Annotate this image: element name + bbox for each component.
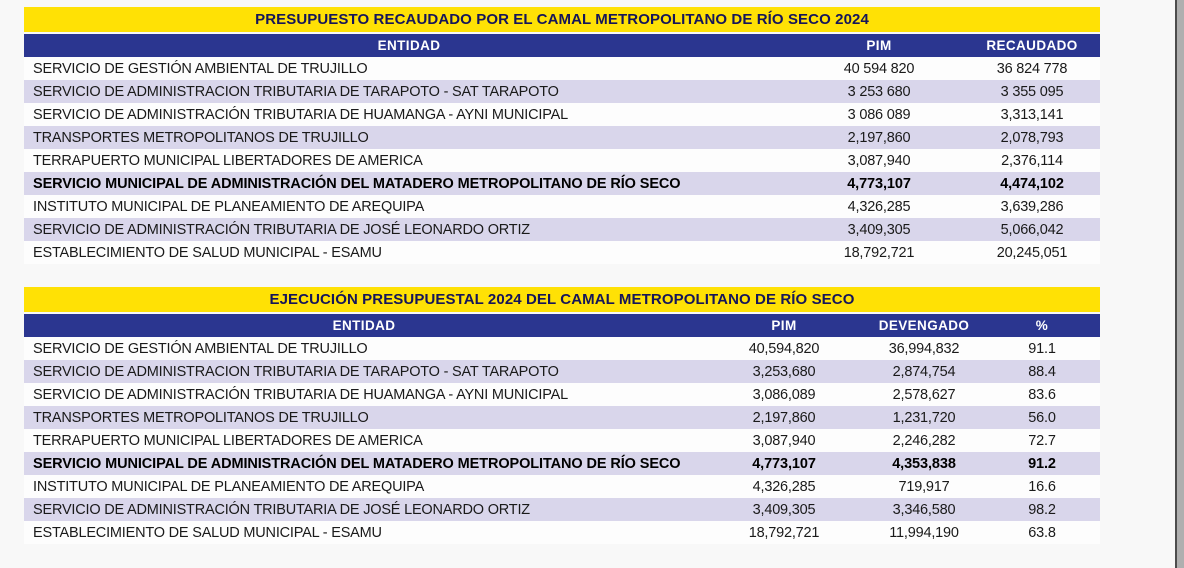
value-cell: 3 355 095: [964, 80, 1100, 103]
recaudado-table: [24, 34, 1100, 264]
value-cell: 4,326,285: [794, 195, 964, 218]
column-header-entidad: ENTIDAD: [24, 34, 794, 57]
column-header-pim: PIM: [794, 34, 964, 57]
table-row: [24, 429, 1100, 452]
value-cell: 2,197,860: [794, 126, 964, 149]
entity-cell: TRANSPORTES METROPOLITANOS DE TRUJILLO: [24, 126, 794, 149]
column-header-devengado: DEVENGADO: [864, 314, 984, 337]
value-cell: 18,792,721: [704, 521, 864, 544]
value-cell: 2,578,627: [864, 383, 984, 406]
recaudado-table-title: PRESUPUESTO RECAUDADO POR EL CAMAL METROPOLITANO DE RÍO SECO 2024: [24, 7, 1100, 32]
column-header-recaudado: RECAUDADO: [964, 34, 1100, 57]
header-row: [24, 34, 1100, 57]
value-cell: 56.0: [984, 406, 1100, 429]
value-cell: 91.2: [984, 452, 1100, 475]
entity-cell: SERVICIO MUNICIPAL DE ADMINISTRACIÓN DEL MATADERO METROPOLITANO DE RÍO SECO: [24, 452, 704, 475]
document-page: [24, 7, 1100, 544]
value-cell: 88.4: [984, 360, 1100, 383]
entity-cell: SERVICIO DE ADMINISTRACIÓN TRIBUTARIA DE JOSÉ LEONARDO ORTIZ: [24, 218, 794, 241]
entity-cell: INSTITUTO MUNICIPAL DE PLANEAMIENTO DE AREQUIPA: [24, 195, 794, 218]
entity-cell: SERVICIO MUNICIPAL DE ADMINISTRACIÓN DEL MATADERO METROPOLITANO DE RÍO SECO: [24, 172, 794, 195]
entity-cell: SERVICIO DE ADMINISTRACIÓN TRIBUTARIA DE JOSÉ LEONARDO ORTIZ: [24, 498, 704, 521]
table-row: [24, 498, 1100, 521]
column-header-entidad: ENTIDAD: [24, 314, 704, 337]
table-row: [24, 218, 1100, 241]
value-cell: 40 594 820: [794, 57, 964, 80]
entity-cell: SERVICIO DE ADMINISTRACION TRIBUTARIA DE TARAPOTO - SAT TARAPOTO: [24, 80, 794, 103]
header-row: [24, 314, 1100, 337]
entity-cell: TRANSPORTES METROPOLITANOS DE TRUJILLO: [24, 406, 704, 429]
value-cell: 36 824 778: [964, 57, 1100, 80]
table-row: [24, 521, 1100, 544]
value-cell: 16.6: [984, 475, 1100, 498]
table-row: [24, 195, 1100, 218]
column-header-pim: PIM: [704, 314, 864, 337]
value-cell: 5,066,042: [964, 218, 1100, 241]
entity-cell: INSTITUTO MUNICIPAL DE PLANEAMIENTO DE AREQUIPA: [24, 475, 704, 498]
table-row: [24, 475, 1100, 498]
table-row: [24, 172, 1100, 195]
value-cell: 3,313,141: [964, 103, 1100, 126]
table-row: [24, 337, 1100, 360]
value-cell: 4,773,107: [704, 452, 864, 475]
table-row: [24, 360, 1100, 383]
value-cell: 1,231,720: [864, 406, 984, 429]
entity-cell: TERRAPUERTO MUNICIPAL LIBERTADORES DE AMERICA: [24, 149, 794, 172]
value-cell: 2,078,793: [964, 126, 1100, 149]
entity-cell: SERVICIO DE ADMINISTRACION TRIBUTARIA DE TARAPOTO - SAT TARAPOTO: [24, 360, 704, 383]
value-cell: 4,474,102: [964, 172, 1100, 195]
value-cell: 11,994,190: [864, 521, 984, 544]
entity-cell: TERRAPUERTO MUNICIPAL LIBERTADORES DE AMERICA: [24, 429, 704, 452]
table-row: [24, 241, 1100, 264]
value-cell: 2,246,282: [864, 429, 984, 452]
value-cell: 18,792,721: [794, 241, 964, 264]
value-cell: 20,245,051: [964, 241, 1100, 264]
value-cell: 36,994,832: [864, 337, 984, 360]
entity-cell: SERVICIO DE GESTIÓN AMBIENTAL DE TRUJILLO: [24, 337, 704, 360]
value-cell: 719,917: [864, 475, 984, 498]
value-cell: 3,409,305: [704, 498, 864, 521]
table-row: [24, 126, 1100, 149]
value-cell: 3,087,940: [704, 429, 864, 452]
table-row: [24, 149, 1100, 172]
ejecucion-table-section: [24, 287, 1100, 544]
table-row: [24, 383, 1100, 406]
value-cell: 4,326,285: [704, 475, 864, 498]
entity-cell: SERVICIO DE ADMINISTRACIÓN TRIBUTARIA DE HUAMANGA - AYNI MUNICIPAL: [24, 383, 704, 406]
value-cell: 98.2: [984, 498, 1100, 521]
ejecucion-table: [24, 314, 1100, 544]
value-cell: 2,197,860: [704, 406, 864, 429]
value-cell: 3,409,305: [794, 218, 964, 241]
value-cell: 72.7: [984, 429, 1100, 452]
column-header-pct: %: [984, 314, 1100, 337]
table-row: [24, 103, 1100, 126]
value-cell: 4,353,838: [864, 452, 984, 475]
entity-cell: ESTABLECIMIENTO DE SALUD MUNICIPAL - ESAMU: [24, 521, 704, 544]
value-cell: 63.8: [984, 521, 1100, 544]
value-cell: 3 086 089: [794, 103, 964, 126]
table-row: [24, 452, 1100, 475]
value-cell: 3,087,940: [794, 149, 964, 172]
recaudado-table-section: [24, 7, 1100, 264]
table-row: [24, 406, 1100, 429]
value-cell: 3,086,089: [704, 383, 864, 406]
entity-cell: ESTABLECIMIENTO DE SALUD MUNICIPAL - ESAMU: [24, 241, 794, 264]
value-cell: 4,773,107: [794, 172, 964, 195]
value-cell: 91.1: [984, 337, 1100, 360]
value-cell: 83.6: [984, 383, 1100, 406]
value-cell: 2,874,754: [864, 360, 984, 383]
value-cell: 3 253 680: [794, 80, 964, 103]
value-cell: 40,594,820: [704, 337, 864, 360]
viewer-gutter: [1177, 0, 1184, 568]
value-cell: 3,346,580: [864, 498, 984, 521]
entity-cell: SERVICIO DE ADMINISTRACIÓN TRIBUTARIA DE HUAMANGA - AYNI MUNICIPAL: [24, 103, 794, 126]
value-cell: 2,376,114: [964, 149, 1100, 172]
table-row: [24, 57, 1100, 80]
value-cell: 3,639,286: [964, 195, 1100, 218]
table-row: [24, 80, 1100, 103]
value-cell: 3,253,680: [704, 360, 864, 383]
ejecucion-table-title: EJECUCIÓN PRESUPUESTAL 2024 DEL CAMAL METROPOLITANO DE RÍO SECO: [24, 287, 1100, 312]
entity-cell: SERVICIO DE GESTIÓN AMBIENTAL DE TRUJILLO: [24, 57, 794, 80]
